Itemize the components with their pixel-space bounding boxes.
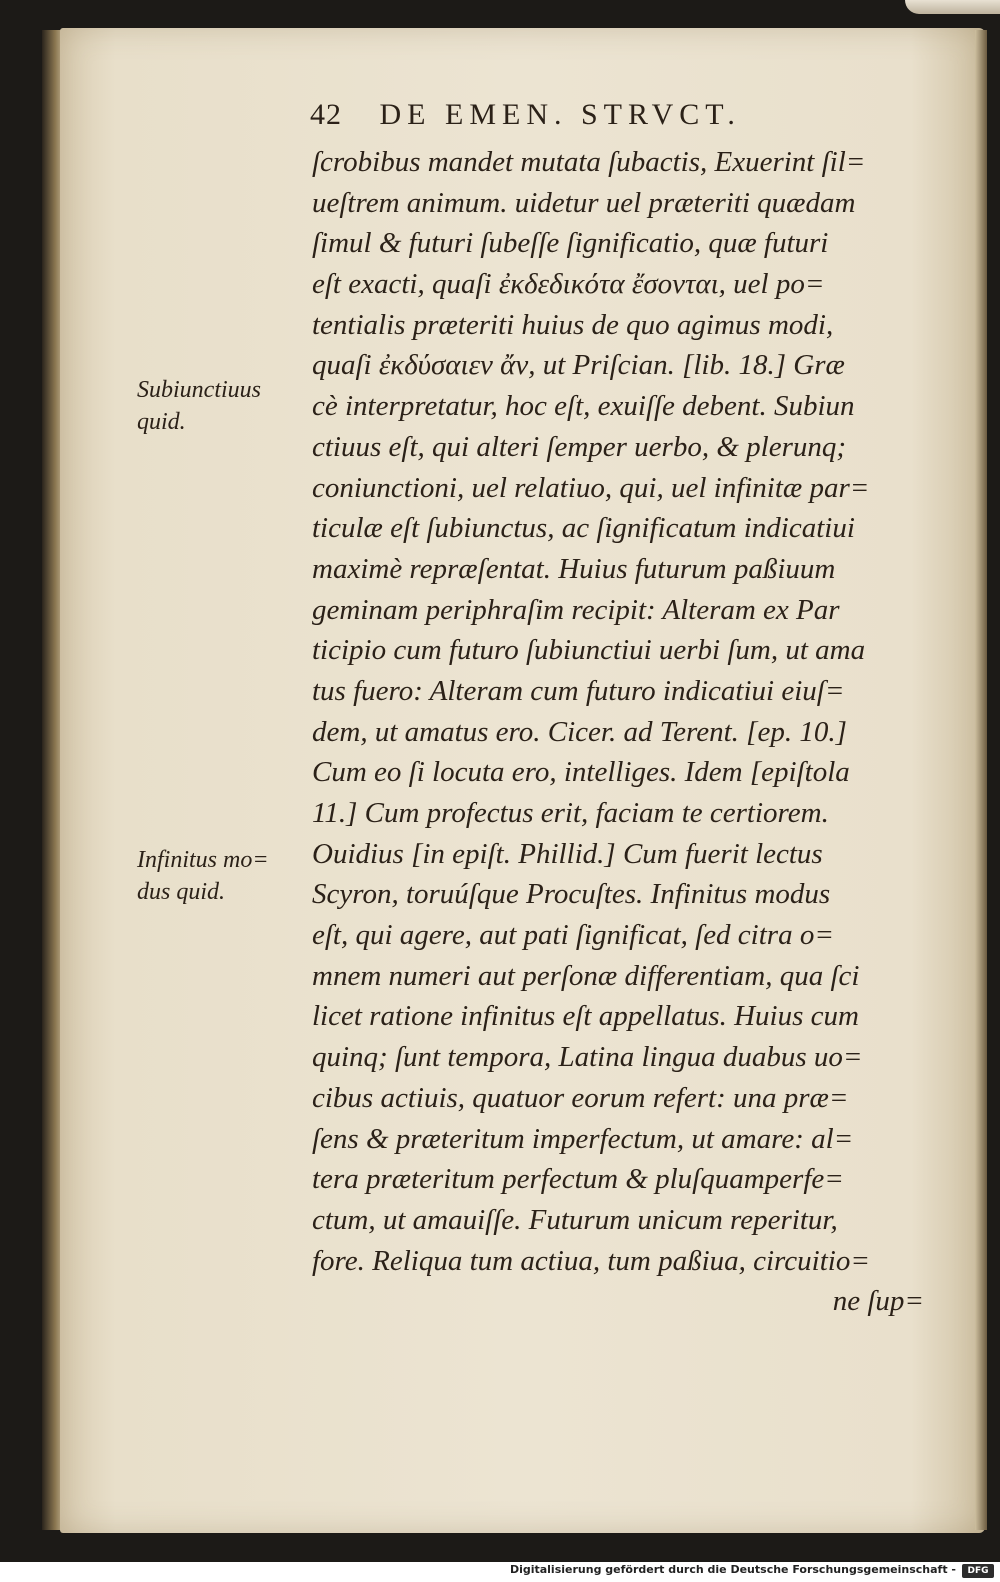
running-title: DE EMEN. STRVCT. <box>379 98 741 131</box>
text-line: ſimul & futuri ſubeſſe ſignificatio, quæ futuri <box>312 227 829 260</box>
text-line: eſt exacti, quaſi ἐκδεδικότα ἔσονται, uel po= <box>312 268 825 301</box>
text-line: Ouidius [in epiſt. Phillid.] Cum fuerit lectus <box>312 837 823 870</box>
paper-scrap <box>905 0 1000 14</box>
text-line: licet ratione infinitus eſt appellatus. Huius cum <box>312 1000 859 1033</box>
text-line: ctiuus eſt, qui alteri ſemper uerbo, & plerunq; <box>312 430 847 463</box>
text-line: ne ſup= <box>832 1285 924 1318</box>
body-text <box>312 142 924 1322</box>
text-line: mnem numeri aut perſonæ differentiam, qua ſci <box>312 959 860 992</box>
marginal-note-line: dus quid. <box>137 879 226 905</box>
marginal-note-line: Subiunctiuus <box>137 377 261 403</box>
text-line: tera præteritum perfectum & pluſquamperfe= <box>312 1163 844 1196</box>
text-line: ticulæ eſt ſubiunctus, ac ſignificatum indicatiui <box>312 512 855 545</box>
marginal-note-line: Infinitus mo= <box>137 847 269 873</box>
text-line: coniunctioni, uel relatiuo, qui, uel infinitæ par= <box>312 471 870 504</box>
text-line: ueſtrem animum. uidetur uel præteriti quædam <box>312 186 856 219</box>
text-line: ticipio cum futuro ſubiunctiui uerbi ſum, ut ama <box>312 634 866 667</box>
text-line: tentialis præteriti huius de quo agimus modi, <box>312 308 834 341</box>
text-line: cè interpretatur, hoc eſt, exuiſſe debent. Subiun <box>312 390 855 423</box>
text-line: maximè repræſentat. Huius futurum paßiuum <box>312 552 836 585</box>
text-line: fore. Reliqua tum actiua, tum paßiua, circuitio= <box>312 1244 870 1277</box>
text-line: Cum eo ſi locuta ero, intelliges. Idem [epiſtola <box>312 756 850 789</box>
text-line: quaſi ἐκδύσαιεν ἄν, ut Priſcian. [lib. 18.] Græ <box>312 349 845 382</box>
marginal-note-infinitus <box>137 844 297 908</box>
text-line: quinq; ſunt tempora, Latina lingua duabus uo= <box>312 1041 863 1074</box>
funding-credit: Digitalisierung gefördert durch die Deutsche Forschungsgemeinschaft - <box>509 1563 956 1576</box>
running-head <box>310 98 850 138</box>
text-line: cibus actiuis, quatuor eorum refert: una præ= <box>312 1081 849 1114</box>
text-line: Scyron, toruúſque Procuſtes. Infinitus modus <box>312 878 831 911</box>
text-line: tus fuero: Alteram cum futuro indicatiui eiuſ= <box>312 674 845 707</box>
text-line: geminam periphraſim recipit: Alteram ex Par <box>312 593 840 626</box>
text-line: 11.] Cum profectus erit, faciam te certiorem. <box>312 797 829 829</box>
text-line: ctum, ut amauiſſe. Futurum unicum reperitur, <box>312 1203 838 1236</box>
text-line: ſcrobibus mandet mutata ſubactis, Exuerint ſil= <box>312 146 866 178</box>
text-line: dem, ut amatus ero. Cicer. ad Terent. [ep. 10.] <box>312 715 847 748</box>
text-line: ſens & præteritum imperfectum, ut amare: al= <box>312 1122 854 1155</box>
text-line: eſt, qui agere, aut pati ſignificat, ſed citra o= <box>312 919 834 952</box>
dfg-logo-icon: DFG <box>962 1564 994 1578</box>
marginal-note-line: quid. <box>137 409 186 435</box>
marginal-note-subiunctiuus <box>137 374 297 438</box>
page-number: 42 <box>310 98 342 131</box>
page-fore-edge <box>975 30 987 1530</box>
